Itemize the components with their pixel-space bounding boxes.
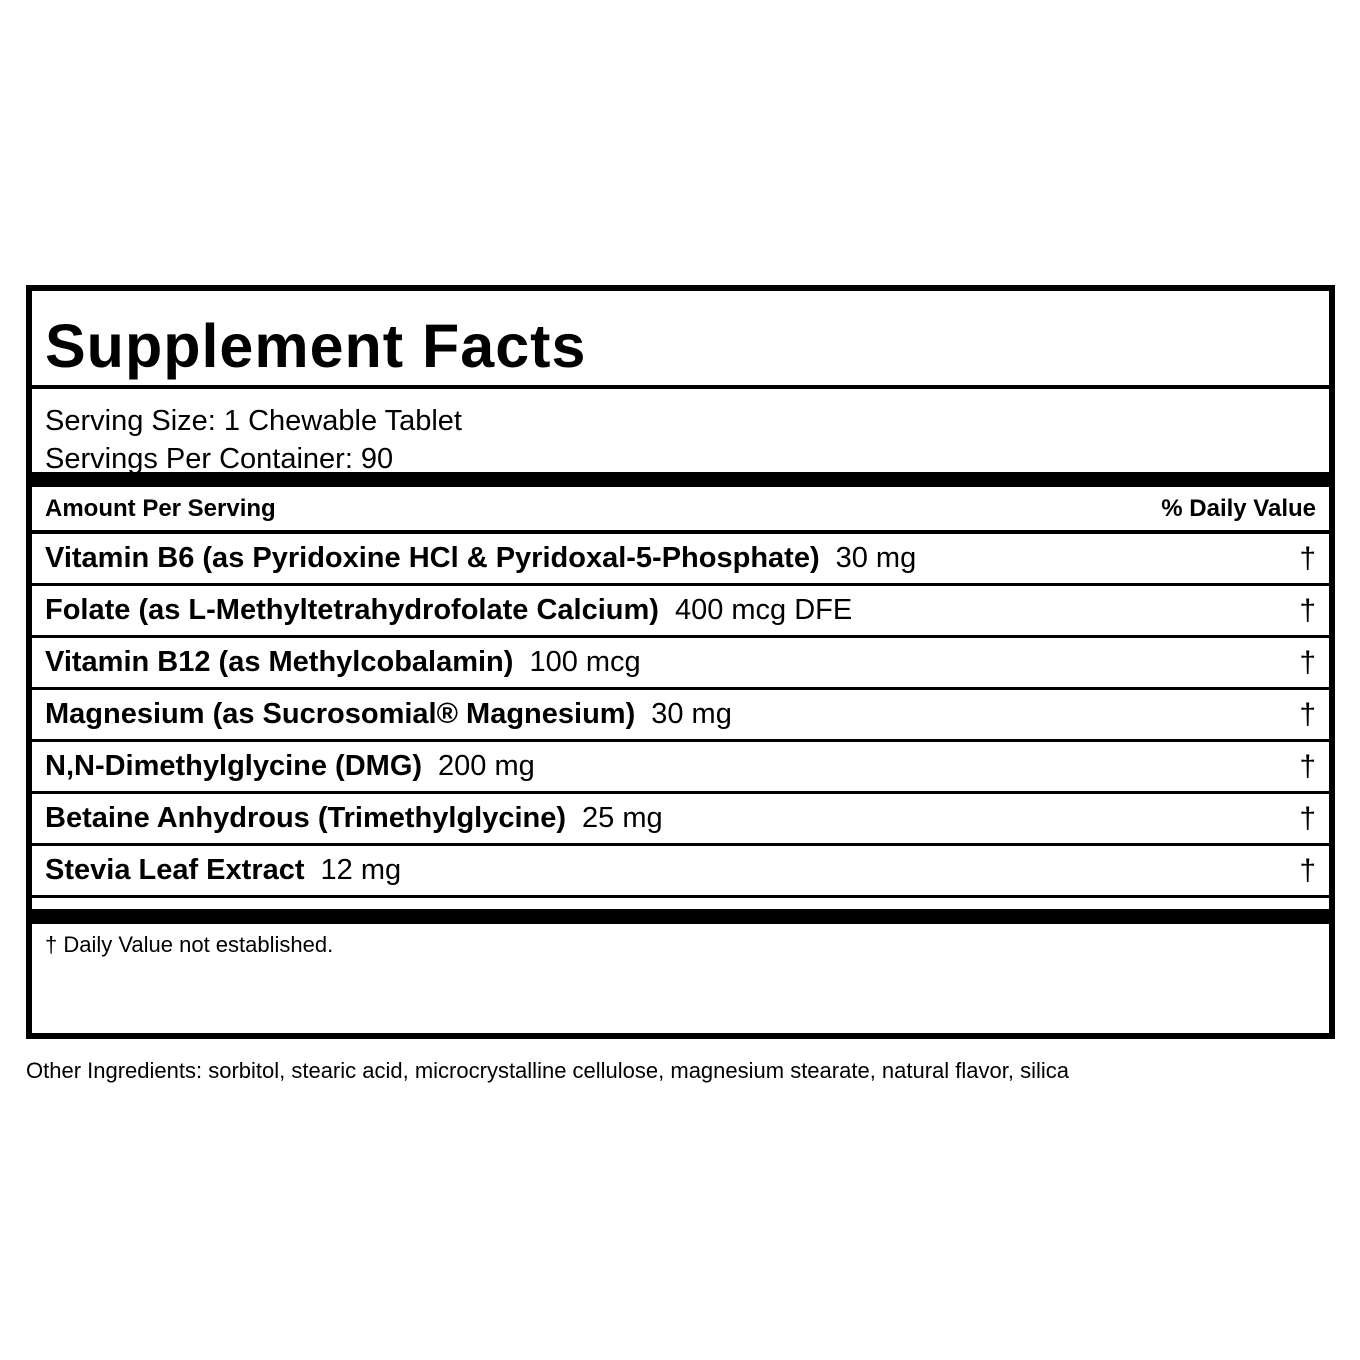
ingredient-name: Vitamin B6 (as Pyridoxine HCl & Pyridoxal-5-Phosphate) [45, 542, 820, 574]
column-header-row [32, 487, 1329, 534]
ingredient-daily-value: † [1299, 853, 1316, 887]
ingredient-amount: 100 mcg [529, 646, 641, 678]
ingredient-row [32, 690, 1329, 742]
title-row [32, 291, 1329, 389]
serving-info [32, 389, 1329, 487]
ingredient-daily-value: † [1299, 541, 1316, 575]
ingredient-amount: 12 mg [320, 854, 402, 886]
serving-size: Serving Size: 1 Chewable Tablet [45, 405, 462, 437]
ingredient-amount: 25 mg [582, 802, 663, 834]
spacer-row [32, 898, 1329, 909]
ingredient-daily-value: † [1299, 749, 1316, 783]
supplement-facts-panel [26, 285, 1335, 1039]
amount-per-serving-header: Amount Per Serving [45, 494, 276, 522]
ingredient-amount: 400 mcg DFE [674, 594, 853, 626]
ingredient-name: Vitamin B12 (as Methylcobalamin) [45, 646, 514, 678]
ingredient-daily-value: † [1299, 645, 1316, 679]
ingredient-row [32, 638, 1329, 690]
ingredient-row [32, 586, 1329, 638]
panel-title: Supplement Facts [45, 312, 587, 380]
ingredient-daily-value: † [1299, 697, 1316, 731]
ingredient-amount: 30 mg [835, 542, 917, 574]
ingredient-name: Folate (as L-Methyltetrahydrofolate Calcium) [45, 594, 659, 626]
other-ingredients: Other Ingredients: sorbitol, stearic acid, microcrystalline cellulose, magnesium stearate, natural flavor, silica [26, 1058, 1070, 1083]
footnote: † Daily Value not established. [45, 932, 334, 957]
ingredient-name: Magnesium (as Sucrosomial® Magnesium) [45, 698, 636, 730]
ingredient-row [32, 846, 1329, 898]
ingredient-amount: 200 mg [438, 750, 535, 782]
ingredient-row [32, 794, 1329, 846]
daily-value-header: % Daily Value [1161, 494, 1316, 522]
ingredient-daily-value: † [1299, 801, 1316, 835]
servings-per-container: Servings Per Container: 90 [45, 443, 394, 475]
ingredient-daily-value: † [1299, 593, 1316, 627]
ingredient-amount: 30 mg [651, 698, 732, 730]
ingredient-row [32, 534, 1329, 586]
ingredient-name: N,N-Dimethylglycine (DMG) [45, 750, 423, 782]
ingredient-name: Stevia Leaf Extract [45, 854, 305, 886]
ingredient-row [32, 742, 1329, 794]
ingredient-name: Betaine Anhydrous (Trimethylglycine) [45, 802, 567, 834]
divider-bar [32, 909, 1329, 924]
